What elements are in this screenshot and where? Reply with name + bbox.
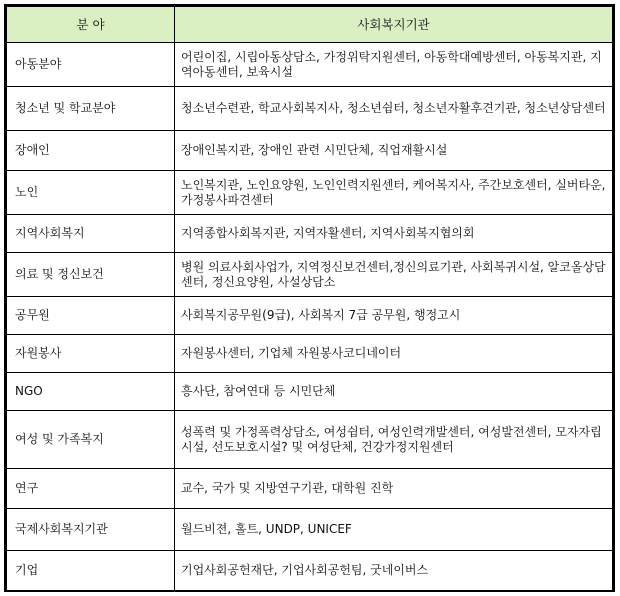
table-row xyxy=(7,171,613,215)
field-cell: 장애인 xyxy=(7,131,175,171)
table-row xyxy=(7,131,613,171)
field-cell: 기업 xyxy=(7,551,175,591)
field-cell: NGO xyxy=(7,373,175,411)
field-cell: 여성 및 가족복지 xyxy=(7,411,175,469)
institutions-cell: 사회복지공무원(9급), 사회복지 7급 공무원, 행정고시 xyxy=(175,297,613,335)
field-cell: 자원봉사 xyxy=(7,335,175,373)
table-row xyxy=(7,335,613,373)
institutions-cell: 월드비젼, 홀트, UNDP, UNICEF xyxy=(175,509,613,551)
institutions-cell: 노인복지관, 노인요양원, 노인인력지원센터, 케어복지사, 주간보호센터, 실버타운, 가정봉사파견센터 xyxy=(175,171,613,215)
header-institutions: 사회복지기관 xyxy=(175,7,613,43)
institutions-cell: 장애인복지관, 장애인 관련 시민단체, 직업재활시설 xyxy=(175,131,613,171)
social-welfare-institutions-table xyxy=(6,6,613,591)
field-cell: 공무원 xyxy=(7,297,175,335)
table-row xyxy=(7,87,613,131)
table-row xyxy=(7,43,613,87)
institutions-cell: 성폭력 및 가정폭력상담소, 여성쉼터, 여성인력개발센터, 여성발전센터, 모자자립시설, 선도보호시설? 및 여성단체, 건강가정지원센터 xyxy=(175,411,613,469)
table-row xyxy=(7,297,613,335)
institutions-cell: 청소년수련관, 학교사회복지사, 청소년쉼터, 청소년자활후견기관, 청소년상담센터 xyxy=(175,87,613,131)
table-row xyxy=(7,509,613,551)
field-cell: 청소년 및 학교분야 xyxy=(7,87,175,131)
institutions-cell: 병원 의료사회사업가, 지역정신보건센터,정신의료기관, 사회복귀시설, 알코올상담센터, 정신요양원, 사설상담소 xyxy=(175,253,613,297)
table-row xyxy=(7,551,613,591)
header-field: 분 야 xyxy=(7,7,175,43)
field-cell: 연구 xyxy=(7,469,175,509)
institutions-cell: 기업사회공헌재단, 기업사회공헌팀, 굿네이버스 xyxy=(175,551,613,591)
header-row xyxy=(7,7,613,43)
institutions-cell: 어린이집, 시립아동상담소, 가정위탁지원센터, 아동학대예방센터, 아동복지관, 지역아동센터, 보육시설 xyxy=(175,43,613,87)
table-frame xyxy=(4,4,615,592)
table-row xyxy=(7,469,613,509)
field-cell: 국제사회복지기관 xyxy=(7,509,175,551)
institutions-cell: 지역종합사회복지관, 지역자활센터, 지역사회복지협의회 xyxy=(175,215,613,253)
field-cell: 아동분야 xyxy=(7,43,175,87)
field-cell: 지역사회복지 xyxy=(7,215,175,253)
institutions-cell: 자원봉사센터, 기업체 자원봉사코디네이터 xyxy=(175,335,613,373)
institutions-cell: 흥사단, 참여연대 등 시민단체 xyxy=(175,373,613,411)
table-row xyxy=(7,215,613,253)
field-cell: 노인 xyxy=(7,171,175,215)
institutions-cell: 교수, 국가 및 지방연구기관, 대학원 진학 xyxy=(175,469,613,509)
table-row xyxy=(7,411,613,469)
table-row xyxy=(7,253,613,297)
table-row xyxy=(7,373,613,411)
field-cell: 의료 및 정신보건 xyxy=(7,253,175,297)
